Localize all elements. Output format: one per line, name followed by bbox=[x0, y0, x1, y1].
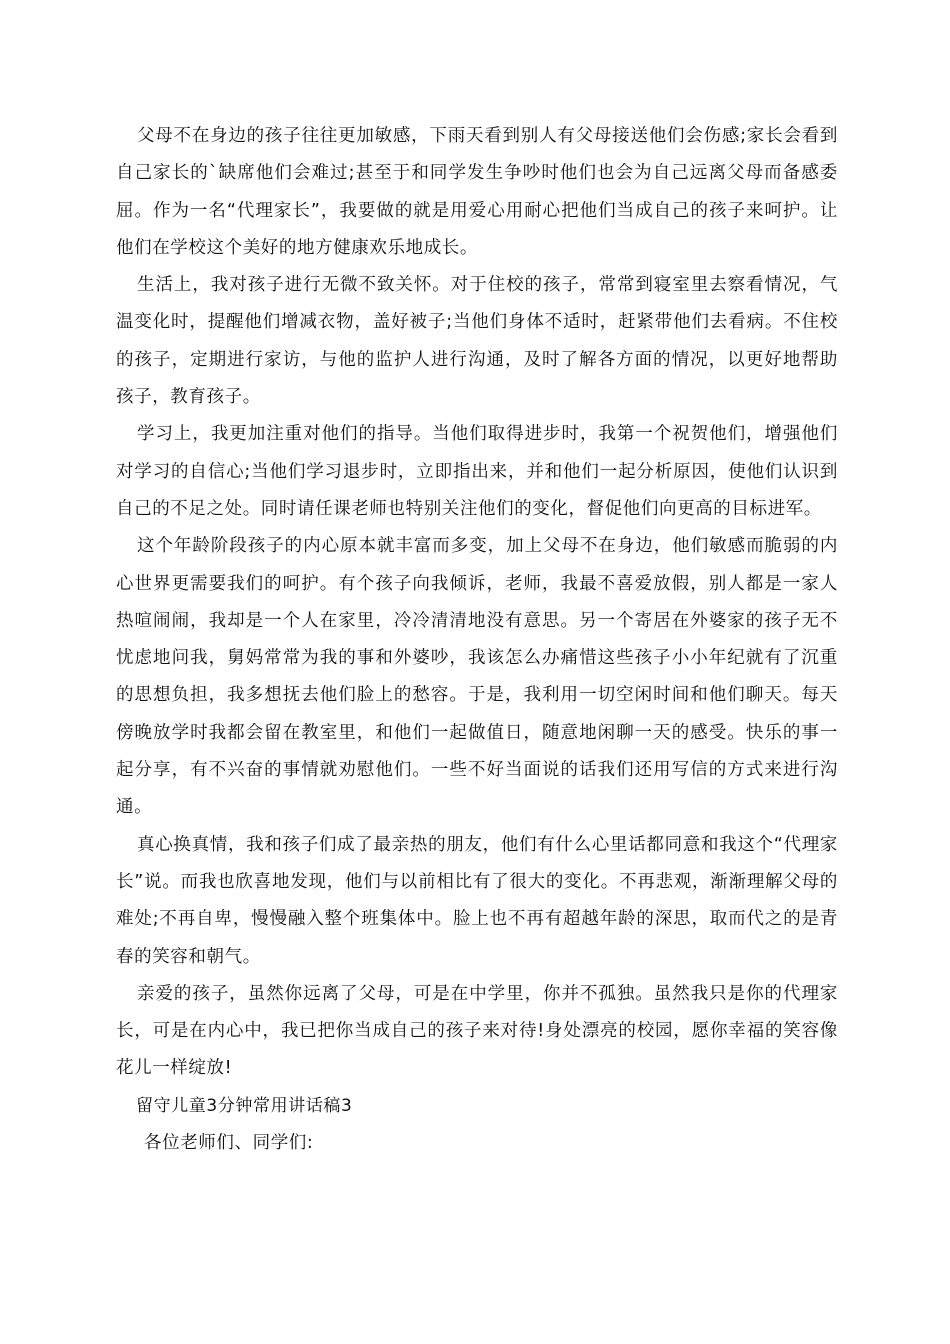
paragraph-5: 真心换真情，我和孩子们成了最亲热的朋友，他们有什么心里话都同意和我这个“代理家长”说。而我也欣喜地发现，他们与以前相比有了很大的变化。不再悲观，渐渐理解父母的难处;不再自卑，慢慢融入整个班集体中。脸上也不再有超越年龄的深思，取而代之的是青春的笑容和朝气。 bbox=[116, 834, 838, 967]
paragraph-3: 学习上，我更加注重对他们的指导。当他们取得进步时，我第一个祝贺他们，增强他们对学习的自信心;当他们学习退步时，立即指出来，并和他们一起分析原因，使他们认识到自己的不足之处。同时请任课老师也特别关注他们的变化，督促他们向更高的目标进军。 bbox=[116, 424, 838, 519]
paragraph-2: 生活上，我对孩子进行无微不致关怀。对于住校的孩子，常常到寝室里去察看情况，气温变化时，提醒他们增减衣物，盖好被子;当他们身体不适时，赶紧带他们去看病。不住校的孩子，定期进行家访，与他的监护人进行沟通，及时了解各方面的情况，以更好地帮助孩子，教育孩子。 bbox=[116, 275, 838, 408]
paragraph-6: 亲爱的孩子，虽然你远离了父母，可是在中学里，你并不孤独。虽然我只是你的代理家长，可是在内心中，我已把你当成自己的孩子来对待!身处漂亮的校园，愿你幸福的笑容像花儿一样绽放! bbox=[116, 983, 838, 1079]
paragraph-1: 父母不在身边的孩子往往更加敏感，下雨天看到别人有父母接送他们会伤感;家长会看到自己家长的`缺席他们会难过;甚至于和同学发生争吵时他们也会为自己远离父母而备感委屈。作为一名“代理家长”，我要做的就是用爱心用耐心把他们当成自己的孩子来呵护。让他们在学校这个美好的地方健康欢乐地成长。 bbox=[116, 126, 838, 258]
paragraph-4: 这个年龄阶段孩子的内心原本就丰富而多变，加上父母不在身边，他们敏感而脆弱的内心世界更需要我们的呵护。有个孩子向我倾诉，老师，我最不喜爱放假，别人都是一家人热喧闹闹，我却是一个人在家里，冷冷清清地没有意思。另一个寄居在外婆家的孩子无不忧虑地问我，舅妈常常为我的事和外婆吵，我该怎么办痛惜这些孩子小小年纪就有了沉重的思想负担，我多想抚去他们脸上的愁容。于是，我利用一切空闲时间和他们聊天。每天傍晚放学时我都会留在教室里，和他们一起做值日，随意地闲聊一天的感受。快乐的事一起分享，有不兴奋的事情就劝慰他们。一些不好当面说的话我们还用写信的方式来进行沟通。 bbox=[116, 536, 838, 818]
section-heading: 留守儿童3分钟常用讲话稿3 bbox=[136, 1095, 353, 1116]
greeting-line: 各位老师们、同学们: bbox=[144, 1133, 314, 1154]
